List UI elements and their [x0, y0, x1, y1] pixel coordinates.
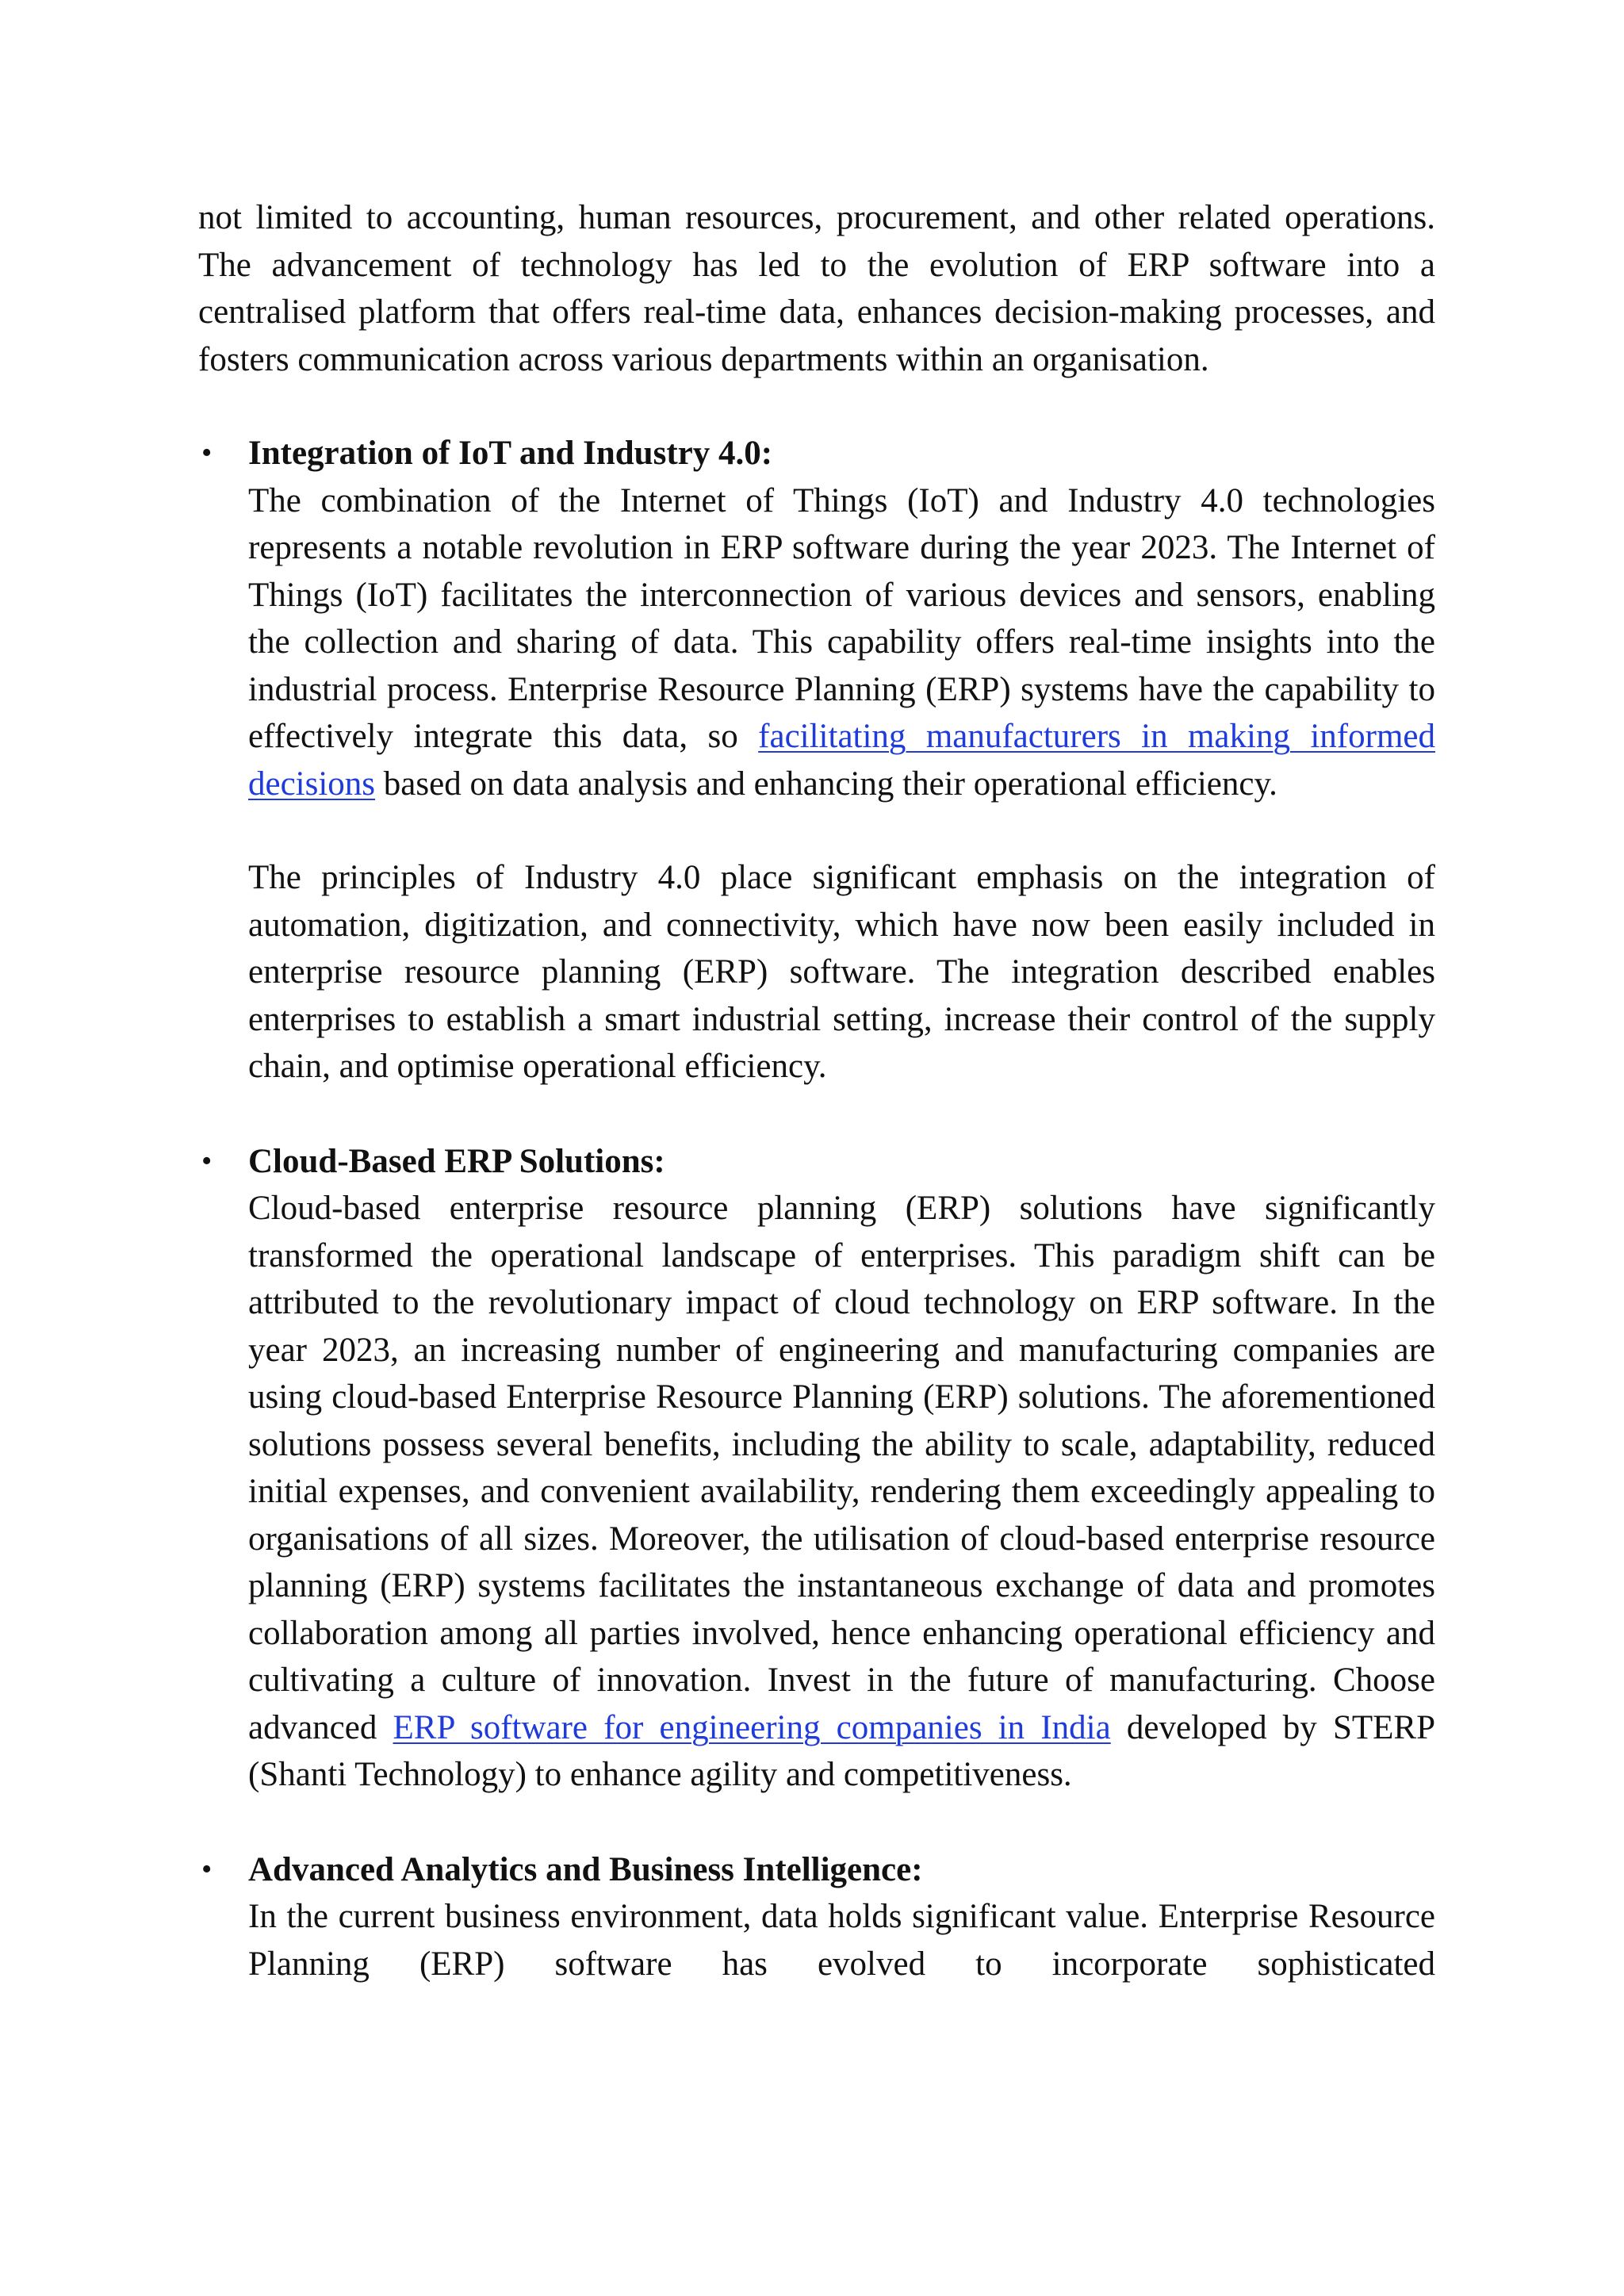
section-cloud-erp [198, 1138, 1435, 1799]
bullet-icon: • [201, 1852, 213, 1886]
intro-paragraph: not limited to accounting, human resources, procurement, and other related operations. The advancement of technology has led to the evolution of ERP software into a centralised platform that offers real-time data, enhances decision-making processes, and fosters communication across various departments within an organisation. [198, 199, 1435, 378]
section-heading: Advanced Analytics and Business Intelligence: [248, 1850, 923, 1888]
paragraph-text: based on data analysis and enhancing their operational efficiency. [375, 765, 1277, 803]
paragraph-text: Cloud-based enterprise resource planning (ERP) solutions have significantly transformed the operational landscape of enterprises. This paradigm shift can be attributed to the revolutionary impact of cloud technology on ERP software. In the year 2023, an increasing number of engineering and manufacturing companies are using cloud-based Enterprise Resource Planning (ERP) solutions. The aforementioned solutions possess several benefits, including the ability to scale, adaptability, reduced initial expenses, and convenient availability, rendering them exceedingly appealing to organisations of all sizes. Moreover, the utilisation of cloud-based enterprise resource planning (ERP) systems facilitates the instantaneous exchange of data and promotes collaboration among all parties involved, hence enhancing operational efficiency and cultivating a culture of innovation. Invest in the future of manufacturing. Choose advanced [248, 1190, 1435, 1746]
section-heading: Integration of IoT and Industry 4.0: [248, 435, 773, 472]
link-erp-software-india[interactable]: ERP software for engineering companies in India [393, 1708, 1111, 1746]
section-paragraph: In the current business environment, data holds significant value. Enterprise Resource Planning (ERP) software has evolved to incorporate sophisticated [248, 1898, 1435, 1983]
section-paragraph [248, 1185, 1435, 1799]
paragraph-text: The combination of the Internet of Things (IoT) and Industry 4.0 technologies represents a notable revolution in ERP software during the year 2023. The Internet of Things (IoT) facilitates the interconnection of various devices and sensors, enabling the collection and sharing of data. This capability offers real-time insights into the industrial process. Enterprise Resource Planning (ERP) systems have the capability to effectively integrate this data, so [248, 481, 1435, 755]
bullet-icon: • [201, 436, 213, 470]
bullet-icon: • [201, 1144, 213, 1178]
section-analytics-bi [198, 1846, 1435, 1988]
paragraph-text: developed by STERP (Shanti Technology) to enhance agility and competitiveness. [248, 1708, 1436, 1793]
section-heading: Cloud-Based ERP Solutions: [248, 1142, 665, 1180]
section-iot-industry [198, 430, 1435, 1091]
section-paragraph: The principles of Industry 4.0 place significant emphasis on the integration of automation, digitization, and connectivity, which have now been easily included in enterprise resource planning (ERP) software. The integration described enables enterprises to establish a smart industrial setting, increase their control of the supply chain, and optimise operational efficiency. [248, 859, 1435, 1085]
link-facilitating-manufacturers[interactable]: facilitating manufacturers in making informed decisions [248, 718, 1435, 803]
section-paragraph [248, 477, 1435, 808]
document-page [198, 194, 1435, 1987]
